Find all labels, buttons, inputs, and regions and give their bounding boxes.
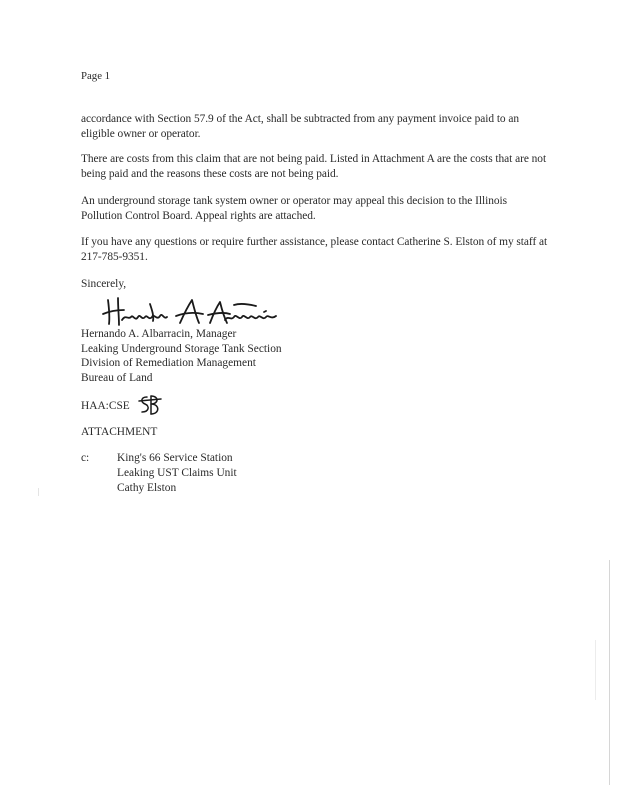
closing: Sincerely,	[81, 278, 127, 290]
cc-recipient: Cathy Elston	[117, 482, 177, 494]
handwritten-initials-image	[137, 393, 163, 417]
signer-name-title: Hernando A. Albarracin, Manager	[81, 328, 237, 340]
signer-section: Leaking Underground Storage Tank Section	[81, 343, 282, 355]
reference-initials: HAA:CSE	[81, 400, 130, 412]
cc-recipient: King's 66 Service Station	[117, 452, 233, 464]
paragraph-unpaid-costs: There are costs from this claim that are not being paid. Listed in Attachment A are the costs that are not being paid and the reasons these costs are not being paid.	[81, 153, 547, 180]
signer-division: Division of Remediation Management	[81, 357, 256, 369]
cc-recipient: Leaking UST Claims Unit	[117, 467, 237, 479]
paragraph-contact: If you have any questions or require further assistance, please contact Catherine S. Elston of my staff at 217-785-9351.	[81, 236, 548, 263]
paragraph-appeal-rights: An underground storage tank system owner or operator may appeal this decision to the Illinois Pollution Control Board. Appeal rights are attached.	[81, 195, 507, 222]
page-number: Page 1	[81, 70, 111, 82]
paragraph-deduction: accordance with Section 57.9 of the Act, shall be subtracted from any payment invoice paid to an eligible owner or operator.	[81, 113, 520, 140]
signer-bureau: Bureau of Land	[81, 372, 153, 384]
cc-label: c:	[81, 452, 90, 464]
cc-recipient-list	[117, 451, 237, 496]
attachment-label: ATTACHMENT	[81, 426, 158, 438]
scan-edge-line	[609, 560, 610, 785]
scan-speck	[38, 488, 39, 496]
signature-image	[100, 290, 280, 332]
scan-edge-line	[595, 640, 596, 700]
